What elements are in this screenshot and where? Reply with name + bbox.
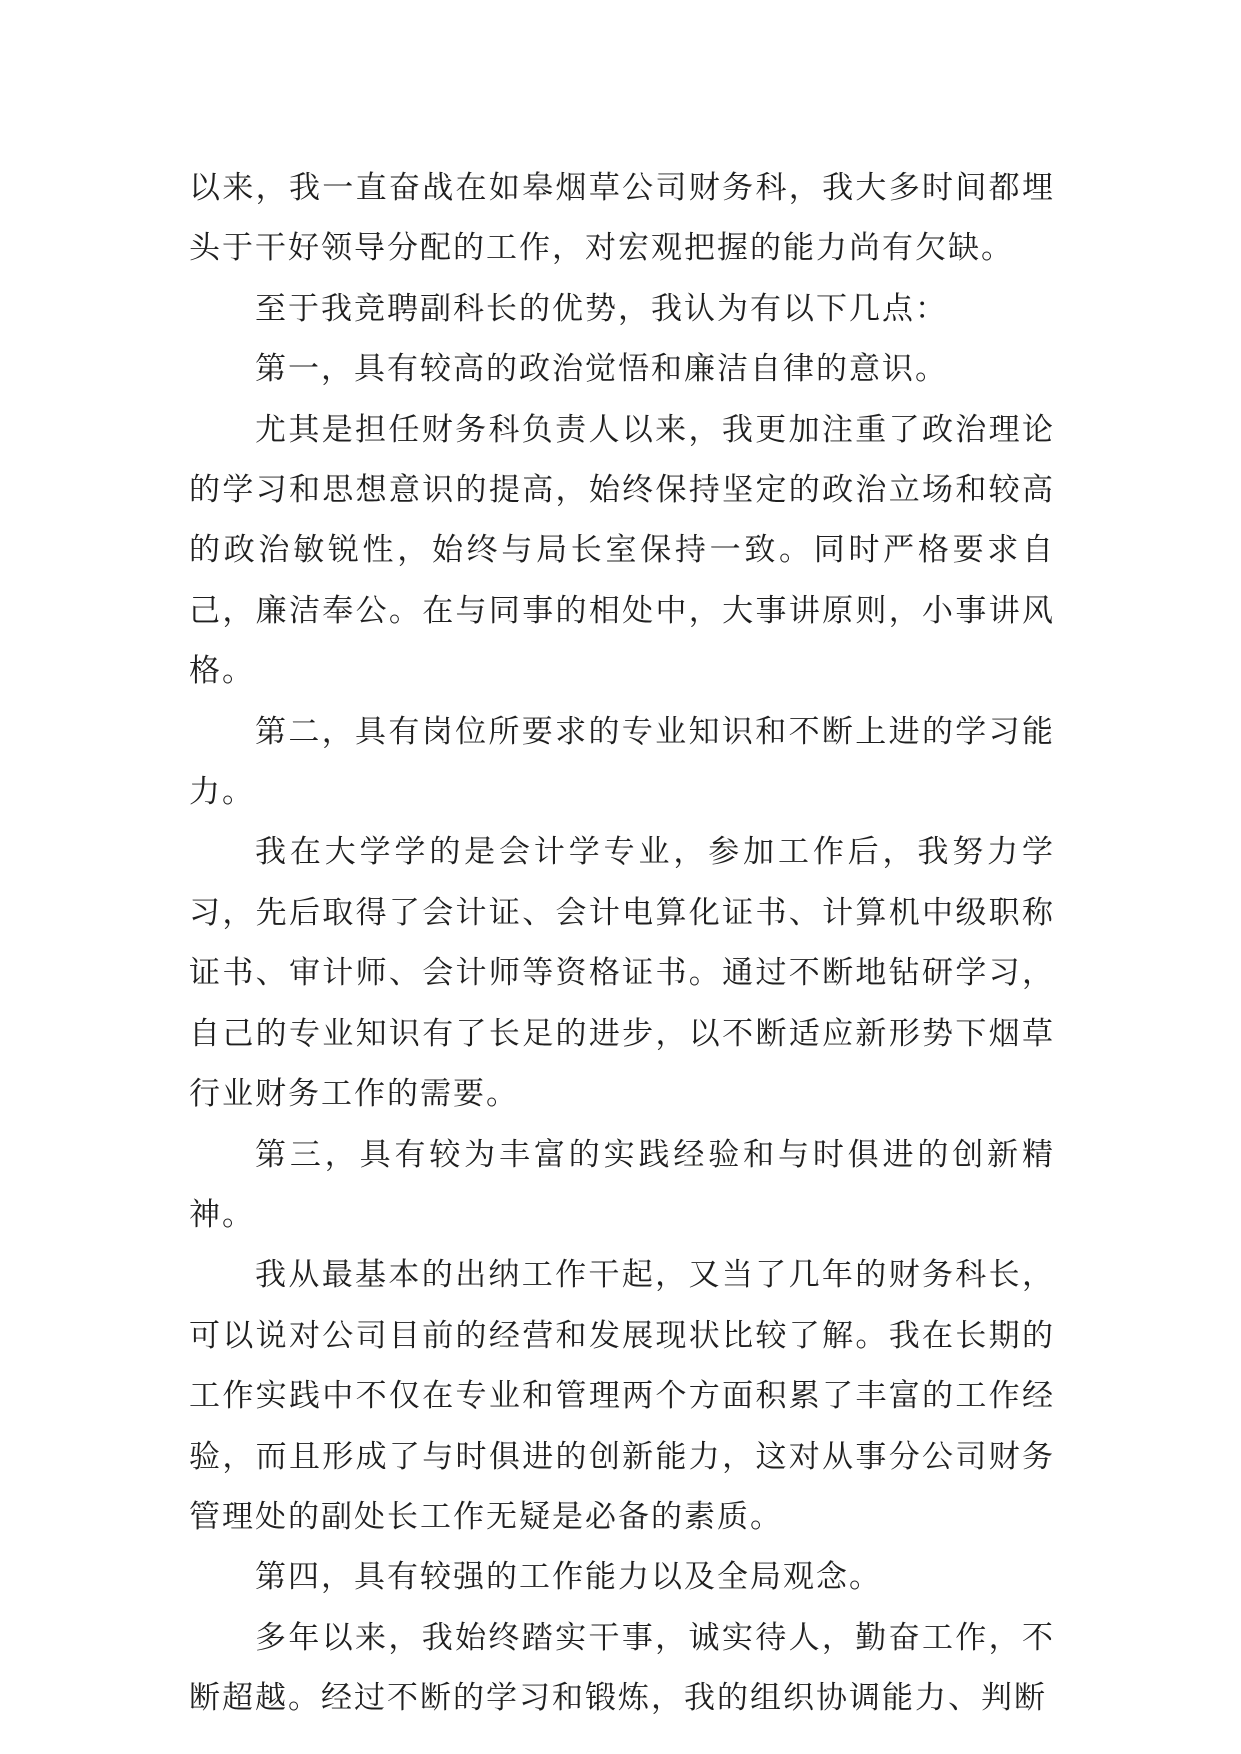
paragraph-point-four-heading: 第四，具有较强的工作能力以及全局观念。 [255,1559,882,1596]
paragraph-continuation: 以来，我一直奋战在如皋烟草公司财务科，我大多时间都埋头于干好领导分配的工作，对宏观把握的能力尚有欠缺。 [189,170,1055,267]
paragraph-intro-advantages: 至于我竞聘副科长的优势，我认为有以下几点： [255,290,948,327]
paragraph-point-one-body: 尤其是担任财务科负责人以来，我更加注重了政治理论的学习和思想意识的提高，始终保持坚定的政治立场和较高的政治敏锐性，始终与局长室保持一致。同时严格要求自己，廉洁奉公。在与同事的相处中，大事讲原则，小事讲风格。 [189,411,1055,690]
paragraph-point-three-body: 我从最基本的出纳工作干起，又当了几年的财务科长，可以说对公司目前的经营和发展现状比较了解。我在长期的工作实践中不仅在专业和管理两个方面积累了丰富的工作经验，而且形成了与时俱进的创新能力，这对从事分公司财务管理处的副处长工作无疑是必备的素质。 [189,1257,1055,1535]
paragraph-point-two-body: 我在大学学的是会计学专业，参加工作后，我努力学习，先后取得了会计证、会计电算化证书、计算机中级职称证书、审计师、会计师等资格证书。通过不断地钻研学习，自己的专业知识有了长足的进步，以不断适应新形势下烟草行业财务工作的需要。 [189,834,1055,1113]
paragraph-point-one-heading: 第一，具有较高的政治觉悟和廉洁自律的意识。 [255,351,948,388]
paragraph-point-three-heading: 第三，具有较为丰富的实践经验和与时俱进的创新精神。 [189,1136,1055,1233]
document-body [189,158,1055,1729]
paragraph-point-four-body: 多年以来，我始终踏实干事，诚实待人，勤奋工作，不断超越。经过不断的学习和锻炼，我的组织协调能力、判断 [189,1619,1055,1717]
paragraph-point-two-heading: 第二，具有岗位所要求的专业知识和不断上进的学习能力。 [189,713,1055,811]
